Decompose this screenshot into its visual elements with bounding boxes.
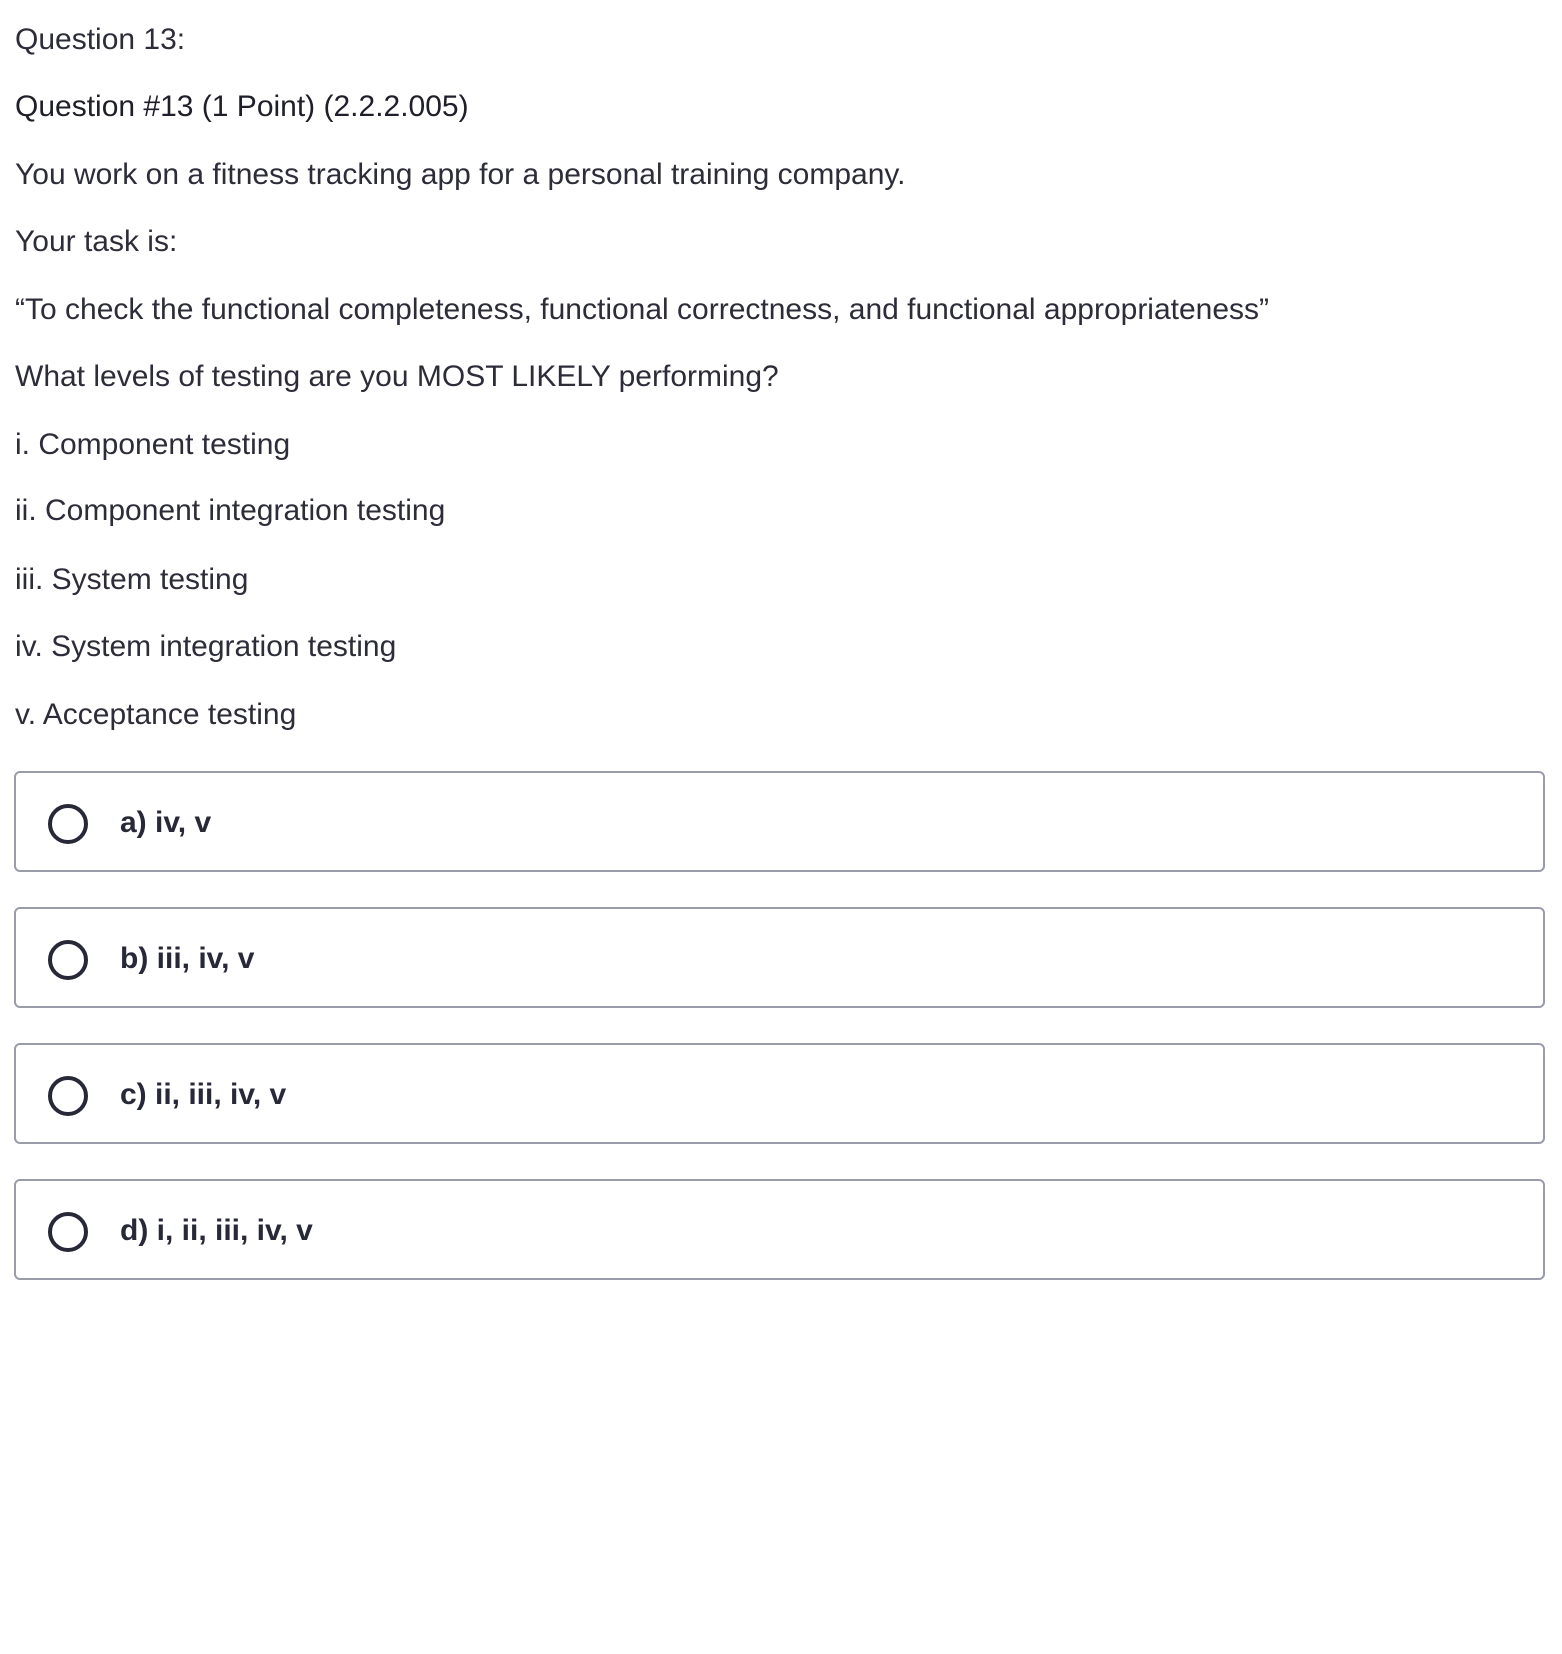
question-prompt: What levels of testing are you MOST LIKELY performing? — [15, 360, 779, 393]
answer-option-b[interactable] — [14, 907, 1545, 1008]
option-label: a) iv, v — [120, 806, 212, 839]
question-header: Question 13: — [15, 23, 186, 56]
list-item: i. Component testing — [15, 428, 291, 461]
list-item: v. Acceptance testing — [15, 698, 297, 731]
question-text: Your task is: — [15, 225, 178, 258]
answer-option-d[interactable] — [14, 1179, 1545, 1280]
radio-button-icon[interactable] — [48, 804, 88, 844]
answer-option-c[interactable] — [14, 1043, 1545, 1144]
answer-option-a[interactable] — [14, 771, 1545, 872]
list-item: iii. System testing — [15, 563, 249, 596]
radio-button-icon[interactable] — [48, 940, 88, 980]
question-text: You work on a fitness tracking app for a personal training company. — [15, 158, 906, 191]
list-item: iv. System integration testing — [15, 630, 397, 663]
question-title: Question #13 (1 Point) (2.2.2.005) — [15, 90, 469, 123]
radio-button-icon[interactable] — [48, 1212, 88, 1252]
option-label: c) ii, iii, iv, v — [120, 1078, 287, 1111]
list-item: ii. Component integration testing — [15, 494, 446, 527]
option-label: b) iii, iv, v — [120, 942, 255, 975]
option-label: d) i, ii, iii, iv, v — [120, 1214, 313, 1247]
radio-button-icon[interactable] — [48, 1076, 88, 1116]
question-text: “To check the functional completeness, functional correctness, and functional appropriateness” — [15, 293, 1270, 326]
